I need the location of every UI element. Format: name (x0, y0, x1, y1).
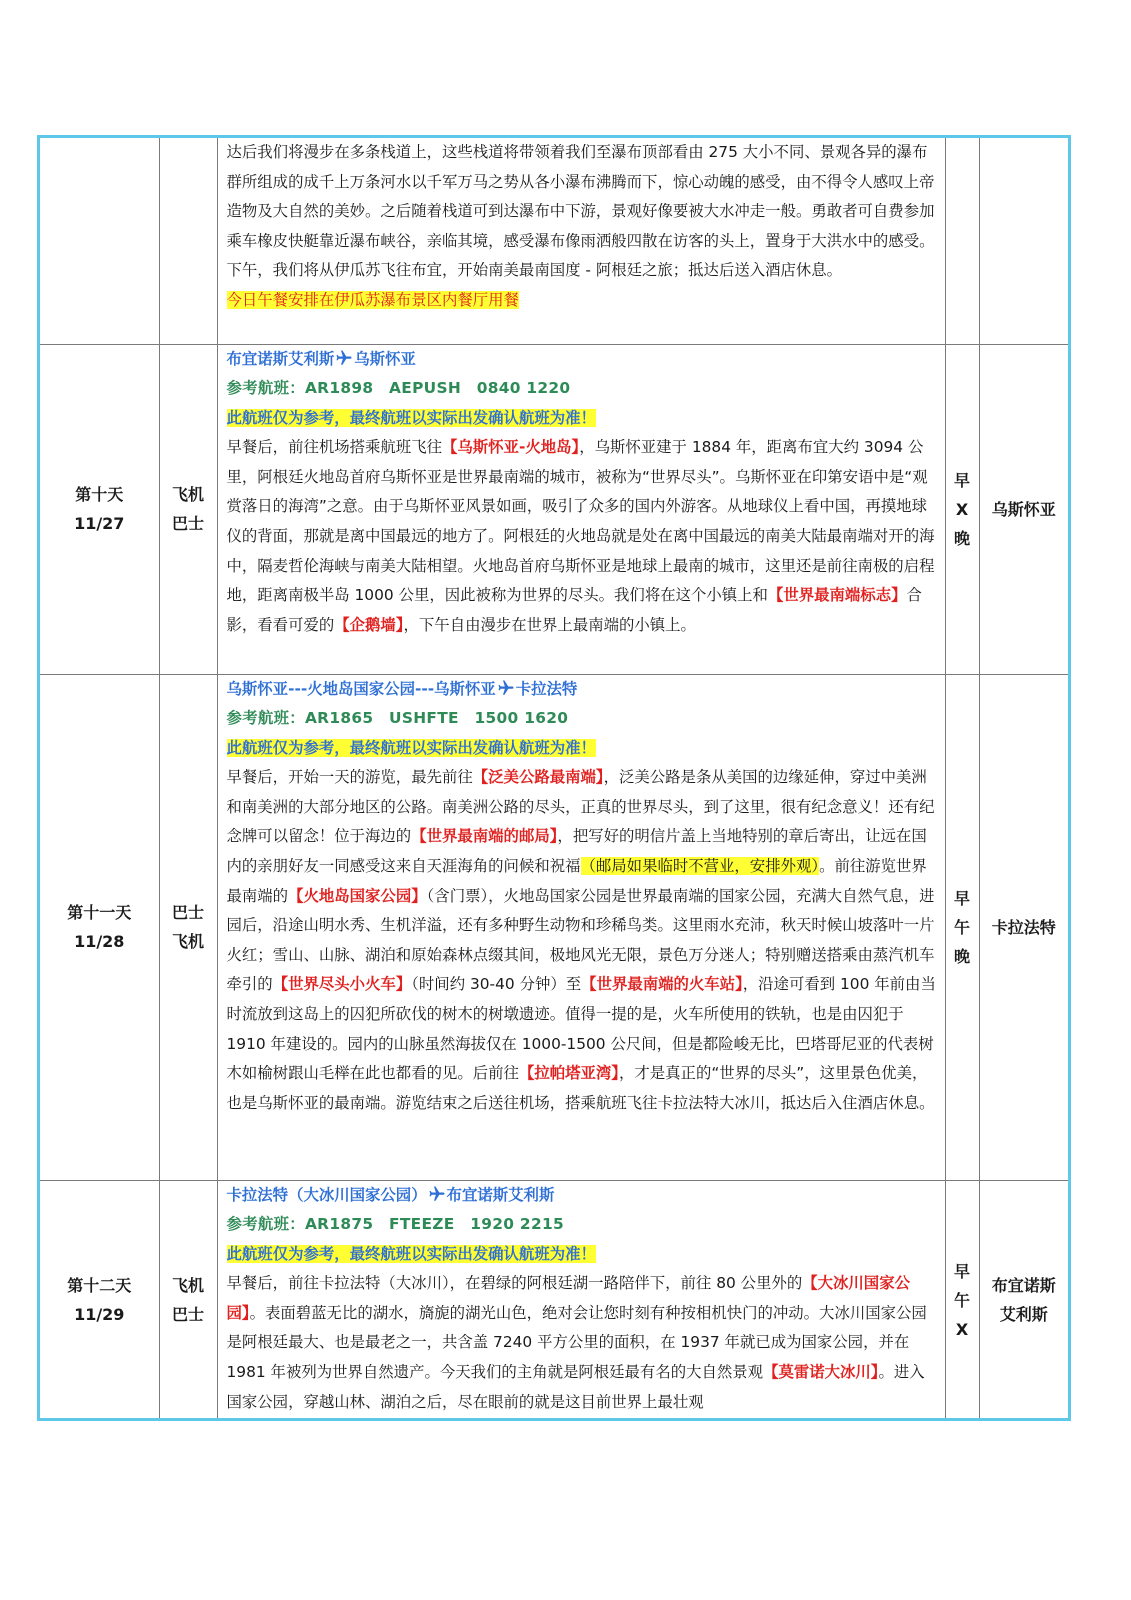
meal-breakfast: 早 (953, 470, 970, 490)
day-label: 第十一天 (67, 903, 132, 922)
itinerary-row (40, 138, 1068, 344)
lunch-note: 今日午餐安排在伊瓜苏瀑布景区内餐厅用餐 (226, 290, 519, 309)
highlight: 【火地岛国家公园】 (288, 886, 427, 905)
route-to: 布宜诺斯艾利斯 (446, 1185, 555, 1204)
transport-cell (159, 1180, 217, 1420)
description-cell (217, 1180, 945, 1420)
route-line (227, 675, 937, 705)
day-date: 11/28 (74, 932, 125, 951)
transport-cell (159, 674, 217, 1180)
airplane-icon (427, 1185, 447, 1203)
hotel-cell: 卡拉法特 (979, 674, 1068, 1180)
transport-item: 巴士 (171, 514, 204, 533)
day-label: 第十天 (75, 485, 124, 504)
route-from: 卡拉法特（大冰川国家公园） (226, 1185, 427, 1204)
day-cell (40, 138, 159, 344)
hotel-cell: 乌斯怀亚 (979, 344, 1068, 674)
meal-lunch: 午 (953, 1290, 970, 1310)
route-from: 乌斯怀亚---火地岛国家公园---乌斯怀亚 (226, 679, 496, 698)
transport-item: 飞机 (171, 932, 204, 951)
highlight: 【世界最南端标志】 (767, 586, 907, 605)
route-line (227, 345, 937, 375)
flight-info: 参考航班：AR1875 FTEEZE 1920 2215 (226, 1215, 564, 1234)
meals-cell (945, 138, 979, 344)
itinerary-table (40, 138, 1068, 1421)
day-cell (40, 1180, 159, 1420)
description-text: 早餐后，前往卡拉法特（大冰川），在碧绿的阿根廷湖一路陪伴下，前往 80 公里外的【大冰川国家公园】。表面碧蓝无比的湖水，旖旎的湖光山色，绝对会让您时刻有种按相机快门的冲动。大冰川国家公园是阿根廷最大、也是最老之一，共含盖 7240 平方公里的面积，在 1937 年就已成为国家公园，并在 1981 年被列为世界自然遗产。今天我们的主角就是阿根廷最有名的大自然景观【莫雷诺大冰川】。进入国家公园，穿越山林、湖泊之后，尽在眼前的就是这目前世界上最壮观 (226, 1274, 927, 1411)
itinerary-row (40, 344, 1068, 674)
flight-notice: 此航班仅为参考，最终航班以实际出发确认航班为准！ (226, 408, 596, 427)
route-line (227, 1181, 937, 1211)
description-text: 早餐后，开始一天的游览，最先前往【泛美公路最南端】，泛美公路是条从美国的边缘延伸，穿过中美洲和南美洲的大部分地区的公路。南美洲公路的尽头，正真的世界尽头，到了这里，很有纪念意义！还有纪念牌可以留念！位于海边的【世界最南端的邮局】，把写好的明信片盖上当地特别的章后寄出，让远在国内的亲朋好友一同感受这来自天涯海角的问候和祝福（邮局如果临时不营业，安排外观）。前往游览世界最南端的【火地岛国家公园】（含门票），火地岛国家公园是世界最南端的国家公园，充满大自然气息，进园后，沿途山明水秀、生机洋溢，还有多种野生动物和珍稀鸟类。这里雨水充沛，秋天时候山坡落叶一片火红；雪山、山脉、湖泊和原始森林点缀其间，极地风光无限，景色万分迷人；特别赠送搭乘由蒸汽机车牵引的【世界尽头小火车】（时间约 30-40 分钟）至【世界最南端的火车站】，沿途可看到 100 年前由当时流放到这岛上的囚犯所砍伐的树木的树墩遗迹。值得一提的是，火车所使用的铁轨，也是由囚犯于 1910 年建设的。园内的山脉虽然海拔仅在 1000-1500 公尺间，但是都险峻无比，巴塔哥尼亚的代表树木如榆树跟山毛榉在此也都看的见。后前往【拉帕塔亚湾】，才是真正的“世界的尽头”，这里景色优美，也是乌斯怀亚的最南端。游览结束之后送往机场，搭乘航班飞往卡拉法特大冰川，抵达后入住酒店休息。 (226, 768, 936, 1112)
hotel-cell (979, 138, 1068, 344)
description-cell (217, 344, 945, 674)
meal-lunch: 午 (953, 917, 970, 937)
transport-item: 飞机 (171, 1276, 204, 1295)
description-text: 达后我们将漫步在多条栈道上，这些栈道将带领着我们至瀑布顶部看由 275 大小不同、景观各异的瀑布群所组成的成千上万条河水以千军万马之势从各小瀑布沸腾而下，惊心动魄的感受，由不得令人感叹上帝造物及大自然的美妙。之后随着栈道可到达瀑布中下游，景观好像要被大水冲走一般。勇敢者可自费参加乘车橡皮快艇靠近瀑布峡谷，亲临其境，感受瀑布像雨洒般四散在访客的头上，置身于大洪水中的感受。下午，我们将从伊瓜苏飞往布宜，开始南美最南国度 - 阿根廷之旅；抵达后送入酒店休息。 (226, 143, 935, 280)
day-cell (40, 674, 159, 1180)
highlight: 【世界最南端的邮局】 (411, 827, 558, 846)
meal-dinner: 晚 (953, 528, 970, 548)
flight-notice: 此航班仅为参考，最终航班以实际出发确认航班为准！ (226, 738, 596, 757)
hotel-name: 布宜诺斯艾利斯 (991, 1276, 1056, 1324)
day-date: 11/27 (74, 514, 125, 533)
meals-cell (945, 1180, 979, 1420)
itinerary-frame (37, 135, 1071, 1421)
meal-lunch: X (955, 499, 969, 519)
transport-item: 巴士 (171, 1305, 204, 1324)
hotel-cell (979, 1180, 1068, 1420)
flight-info: 参考航班：AR1898 AEPUSH 0840 1220 (226, 379, 571, 398)
itinerary-row (40, 674, 1068, 1180)
highlight: 【企鹅墙】 (334, 615, 404, 634)
route-to: 卡拉法特 (515, 679, 578, 698)
meal-breakfast: 早 (953, 1261, 970, 1281)
highlight: 【拉帕塔亚湾】 (518, 1064, 619, 1083)
highlight: 【泛美公路最南端】 (472, 768, 604, 787)
airplane-icon (496, 679, 516, 697)
day-date: 11/29 (74, 1305, 125, 1324)
meals-cell (945, 344, 979, 674)
transport-item: 巴士 (171, 903, 204, 922)
highlight: 【乌斯怀亚-火地岛】 (441, 438, 580, 457)
airplane-icon (334, 349, 354, 367)
post-office-note: （邮局如果临时不营业，安排外观） (580, 857, 820, 876)
itinerary-row (40, 1180, 1068, 1420)
route-from: 布宜诺斯艾利斯 (226, 349, 335, 368)
meal-breakfast: 早 (953, 888, 970, 908)
description-cell (217, 674, 945, 1180)
transport-item: 飞机 (171, 485, 204, 504)
highlight: 【大冰川国家公园】 (226, 1274, 910, 1322)
flight-notice: 此航班仅为参考，最终航班以实际出发确认航班为准！ (226, 1244, 596, 1263)
flight-info: 参考航班：AR1865 USHFTE 1500 1620 (226, 709, 569, 728)
day-cell (40, 344, 159, 674)
meal-dinner: X (955, 1319, 969, 1339)
transport-cell (159, 344, 217, 674)
highlight: 【莫雷诺大冰川】 (763, 1363, 879, 1382)
day-label: 第十二天 (67, 1276, 132, 1295)
meal-dinner: 晚 (953, 946, 970, 966)
meals-cell (945, 674, 979, 1180)
highlight: 【世界最南端的火车站】 (581, 975, 743, 994)
route-to: 乌斯怀亚 (354, 349, 416, 368)
description-text: 早餐后，前往机场搭乘航班飞往【乌斯怀亚-火地岛】，乌斯怀亚建于 1884 年，距离布宜大约 3094 公里，阿根廷火地岛首府乌斯怀亚是世界最南端的城市，被称为“世界尽头”。乌斯怀亚在印第安语中是“观赏落日的海湾”之意。由于乌斯怀亚风景如画，吸引了众多的国内外游客。从地球仪上看中国，再摸地球仪的背面，那就是离中国最远的地方了。阿根廷的火地岛就是处在离中国最远的南美大陆最南端对开的海中，隔麦哲伦海峡与南美大陆相望。火地岛首府乌斯怀亚是地球上最南的城市，这里还是前往南极的启程地，距离南极半岛 1000 公里，因此被称为世界的尽头。我们将在这个小镇上和【世界最南端标志】合影，看看可爱的【企鹅墙】，下午自由漫步在世界上最南端的小镇上。 (226, 438, 935, 634)
highlight: 【世界尽头小火车】 (272, 975, 412, 994)
description-cell (217, 138, 945, 344)
transport-cell (159, 138, 217, 344)
